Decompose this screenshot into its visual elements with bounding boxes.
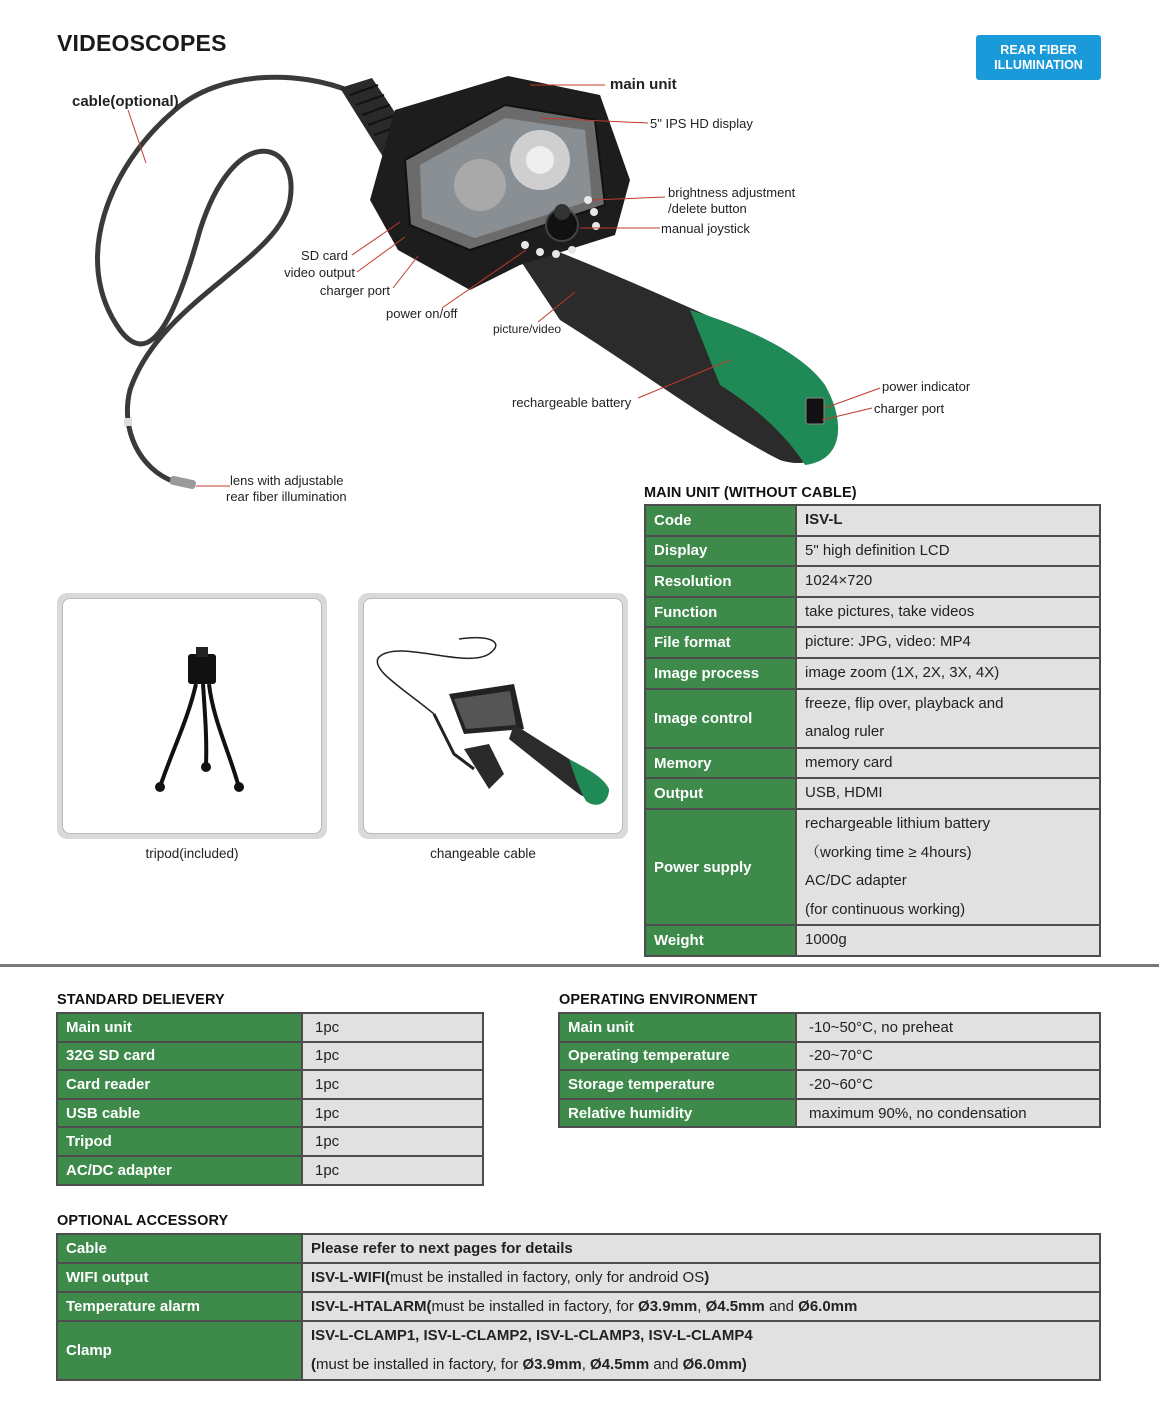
row-value [796,566,1100,597]
clamp-sep: , [581,1355,591,1373]
row-key: WIFI output [57,1263,302,1292]
table-row [57,1099,483,1128]
temp-and: and [764,1298,799,1315]
row-key: Power supply [645,809,796,925]
table-row [559,1042,1100,1071]
row-key: Image process [645,658,796,689]
main-unit-table-title: MAIN UNIT (WITHOUT CABLE) [644,485,857,501]
row-key: Output [645,778,796,809]
clamp-note: must be installed in factory, for [316,1355,523,1373]
changeable-cable-caption: changeable cable [430,846,536,861]
operating-environment-title: OPERATING ENVIRONMENT [559,992,758,1008]
callout-cable: cable(optional) [72,93,179,110]
callout-joystick: manual joystick [661,221,750,236]
row-key: Display [645,536,796,567]
row-key: Function [645,597,796,628]
row-key: Memory [645,748,796,779]
temp-open: ( [426,1298,432,1315]
table-row [57,1156,483,1185]
row-value-line: （working time ≥ 4hours) [805,843,972,861]
row-key: Temperature alarm [57,1292,302,1321]
row-value-line: USB, HDMI [805,784,883,802]
table-row [559,1070,1100,1099]
wifi-open: ( [385,1269,391,1286]
temp-d3: Ø6.0mm [798,1298,858,1315]
changeable-cable-photo [358,593,628,839]
callout-lens-2: rear fiber illumination [226,489,347,504]
row-value: 1pc [302,1042,483,1071]
callout-sd-card: SD card [301,248,348,263]
callout-main-unit: main unit [610,76,677,93]
row-value [796,925,1100,956]
standard-delivery-table [56,1012,484,1186]
changeable-cable-illustration [364,599,622,833]
section-divider [0,964,1159,967]
row-key: Resolution [645,566,796,597]
callout-lens-1: lens with adjustable [230,473,344,488]
row-key: Image control [645,689,796,748]
table-row [57,1263,1100,1292]
row-value-line: memory card [805,753,893,771]
row-value-line: take pictures, take videos [805,602,975,620]
table-row [645,658,1100,689]
table-row [645,925,1100,956]
row-value-line: (for continuous working) [805,900,966,918]
row-key: File format [645,627,796,658]
row-key: Card reader [57,1070,302,1099]
row-key: Relative humidity [559,1099,796,1128]
callout-battery: rechargeable battery [512,395,632,410]
table-row [57,1321,1100,1380]
table-row [645,536,1100,567]
row-key: 32G SD card [57,1042,302,1071]
row-value-line: 1000g [805,931,847,949]
row-key: USB cable [57,1099,302,1128]
table-row [645,627,1100,658]
table-row [645,748,1100,779]
tripod-caption: tripod(included) [145,846,239,861]
main-unit-spec-table [644,504,1101,957]
row-value [796,536,1100,567]
clamp-note-line [311,1351,1091,1380]
callout-charger-port-left: charger port [319,283,390,298]
temp-code: ISV-L-HTALARM [311,1298,427,1315]
wifi-note: must be installed in factory, only for android OS [390,1269,705,1286]
row-value: 1pc [302,1070,483,1099]
row-value [302,1292,1100,1321]
cable-ring-illustration [124,418,132,426]
clamp-open: ( [311,1355,316,1373]
clamp-d1: Ø3.9mm [522,1355,582,1373]
page-title: VIDEOSCOPES [57,30,227,56]
table-row [645,566,1100,597]
table-row [57,1127,483,1156]
row-value-line: freeze, flip over, playback and [805,694,1004,712]
callout-power-indicator: power indicator [882,379,971,394]
temp-d1: Ø3.9mm [638,1298,698,1315]
callout-brightness-1: brightness adjustment [668,185,796,200]
callout-power-onoff: power on/off [386,306,458,321]
row-key: Clamp [57,1321,302,1380]
badge-line-1: REAR FIBER [1000,42,1077,57]
row-value [796,627,1100,658]
table-row [57,1013,483,1042]
row-key: Storage temperature [559,1070,796,1099]
table-row [57,1292,1100,1321]
row-value: maximum 90%, no condensation [796,1099,1100,1128]
tripod-illustration [63,599,321,833]
row-key: Tripod [57,1127,302,1156]
row-key: Code [645,505,796,536]
table-row [57,1070,483,1099]
temp-note: must be installed in factory, for [431,1298,639,1315]
callout-charger-port-right: charger port [874,401,945,416]
row-value: Please refer to next pages for details [302,1234,1100,1263]
table-row [645,597,1100,628]
temp-sep: , [697,1298,706,1315]
row-key: Operating temperature [559,1042,796,1071]
row-value [302,1321,1100,1380]
table-row [57,1234,1100,1263]
optional-accessory-table [56,1233,1101,1381]
row-value-line: AC/DC adapter [805,872,907,890]
clamp-codes: ISV-L-CLAMP1, ISV-L-CLAMP2, ISV-L-CLAMP3, ISV-L-CLAMP4 [311,1327,753,1344]
lens-tip-illustration [169,475,196,489]
row-value [796,689,1100,748]
row-key: Main unit [559,1013,796,1042]
row-value: -10~50°C, no preheat [796,1013,1100,1042]
table-row [645,689,1100,748]
row-value-line: image zoom (1X, 2X, 3X, 4X) [805,663,1000,681]
row-value [796,505,1100,536]
table-row [559,1099,1100,1128]
badge-line-2: ILLUMINATION [994,57,1083,72]
row-value [302,1263,1100,1292]
row-value-line: 5" high definition LCD [805,541,950,559]
row-value: -20~70°C [796,1042,1100,1071]
callout-brightness-2: /delete button [668,201,747,216]
table-row [645,778,1100,809]
row-value [796,778,1100,809]
clamp-and: and [649,1355,683,1373]
wifi-close: ) [704,1269,710,1286]
standard-delivery-title: STANDARD DELIEVERY [57,992,225,1008]
tripod-photo [57,593,327,839]
row-value [796,597,1100,628]
optional-accessory-title: OPTIONAL ACCESSORY [57,1213,229,1229]
row-value-line: rechargeable lithium battery [805,814,991,832]
table-row [645,809,1100,925]
row-value: -20~60°C [796,1070,1100,1099]
callout-picture-video: picture/video [493,322,562,336]
row-value: 1pc [302,1156,483,1185]
operating-environment-table [558,1012,1101,1128]
clamp-d2: Ø4.5mm [590,1355,650,1373]
wifi-code: ISV-L-WIFI [311,1269,386,1286]
row-key: Cable [57,1234,302,1263]
row-value-line: 1024×720 [805,572,873,590]
row-value [796,658,1100,689]
row-key: AC/DC adapter [57,1156,302,1185]
row-value [796,809,1100,925]
row-value: 1pc [302,1127,483,1156]
row-key: Weight [645,925,796,956]
row-value: 1pc [302,1013,483,1042]
clamp-d3: Ø6.0mm) [682,1355,747,1373]
row-value [796,748,1100,779]
table-row [645,505,1100,536]
callout-display: 5" IPS HD display [650,116,753,131]
table-row [57,1042,483,1071]
power-indicator-illustration [806,398,824,424]
row-key: Main unit [57,1013,302,1042]
row-value-line: picture: JPG, video: MP4 [805,633,971,651]
table-row [559,1013,1100,1042]
row-value: 1pc [302,1099,483,1128]
row-value-line: ISV-L [805,511,843,528]
videoscope-diagram [0,0,1159,520]
temp-d2: Ø4.5mm [705,1298,765,1315]
row-value-line: analog ruler [805,723,885,741]
callout-video-output: video output [284,265,355,280]
